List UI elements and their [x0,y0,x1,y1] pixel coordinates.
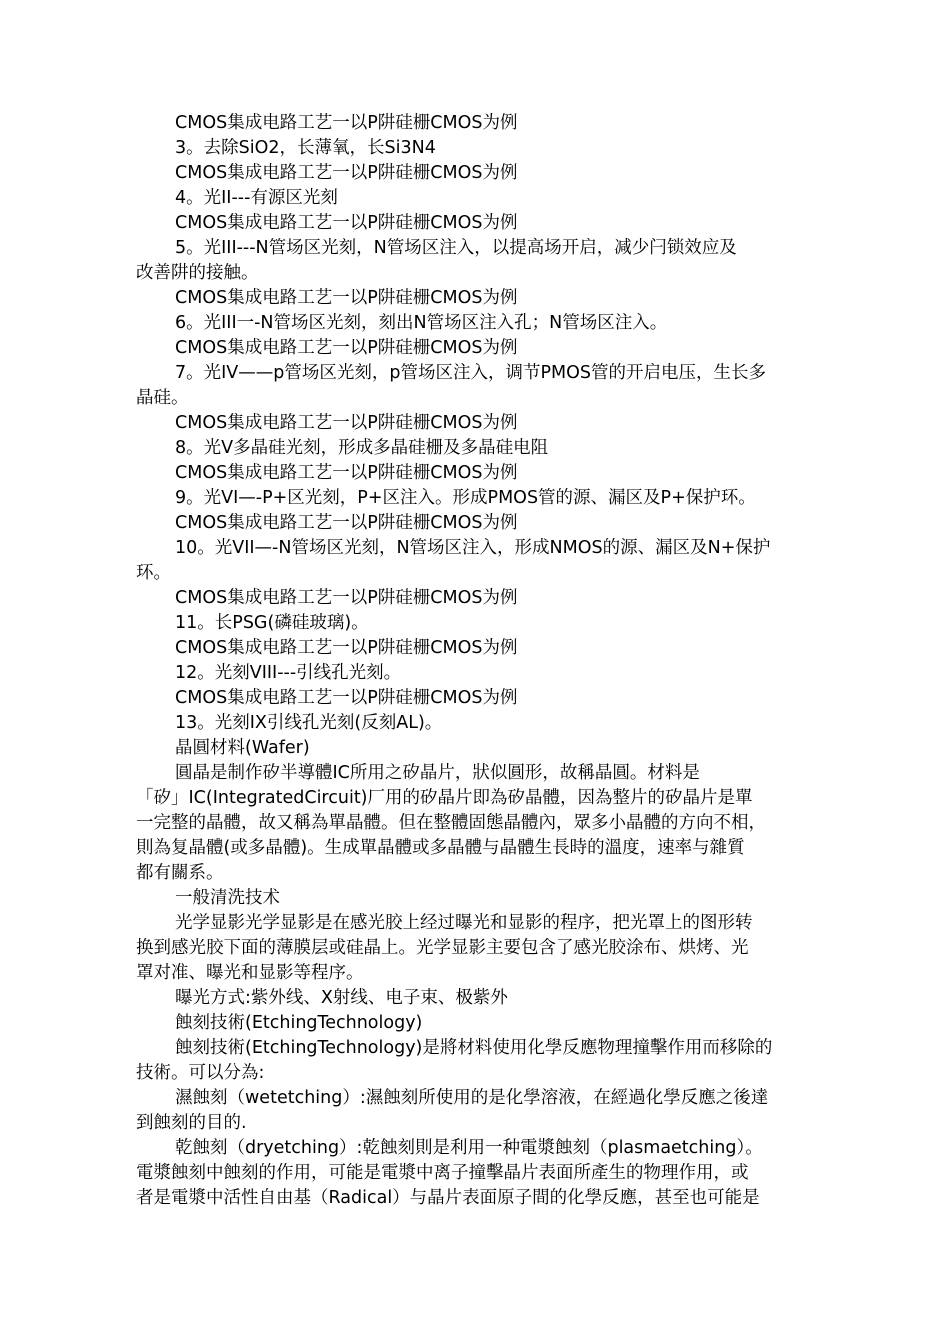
text-line: 10。光VII—-N管场区光刻，N管场区注入，形成NMOS的源、漏区及N+保护 [175,538,771,558]
text-line: CMOS集成电路工艺一以P阱硅栅CMOS为例 [175,413,518,433]
text-line: CMOS集成电路工艺一以P阱硅栅CMOS为例 [175,638,518,658]
text-line: 技術。可以分為: [136,1063,265,1083]
text-line: 乾蝕刻（dryetching）:乾蝕刻則是利用一种電漿蝕刻（plasmaetching）。 [175,1138,763,1158]
text-line: 换到感光胶下面的薄膜层或硅晶上。光学显影主要包含了感光胶涂布、烘烤、光 [136,938,749,958]
text-line: CMOS集成电路工艺一以P阱硅栅CMOS为例 [175,513,518,533]
text-line: 蝕刻技術(EtchingTechnology)是將材料使用化學反應物理撞擊作用而移除的 [175,1038,773,1058]
text-line: 3。去除SiO2，长薄氧，长Si3N4 [175,138,436,158]
text-line: CMOS集成电路工艺一以P阱硅栅CMOS为例 [175,338,518,358]
text-line: 改善阱的接触。 [136,263,259,283]
text-line: 曝光方式:紫外线、X射线、电子束、极紫外 [175,988,508,1008]
text-line: 4。光II---有源区光刻 [175,188,338,208]
text-line: 环。 [136,563,171,583]
text-line: CMOS集成电路工艺一以P阱硅栅CMOS为例 [175,288,518,308]
text-line: 11。长PSG(磷硅玻璃)。 [175,613,369,633]
text-line: 圓晶是制作矽半導體IC所用之矽晶片，狀似圓形，故稱晶圓。材料是 [175,763,700,783]
text-line: 晶硅。 [136,388,189,408]
text-line: 光学显影光学显影是在感光胶上经过曝光和显影的程序，把光罩上的图形转 [175,913,753,933]
document-page [136,111,836,1211]
text-line: 一完整的晶體，故又稱為單晶體。但在整體固態晶體內，眾多小晶體的方向不相， [136,813,766,833]
text-line: 則為复晶體(或多晶體)。生成單晶體或多晶體与晶體生長時的溫度，速率与雜質 [136,838,745,858]
text-line: 都有關系。 [136,863,224,883]
text-line: 到蝕刻的目的. [136,1113,247,1133]
text-line: CMOS集成电路工艺一以P阱硅栅CMOS为例 [175,213,518,233]
text-line: 晶圓材料(Wafer) [175,738,310,758]
text-line: CMOS集成电路工艺一以P阱硅栅CMOS为例 [175,588,518,608]
text-line: 蝕刻技術(EtchingTechnology) [175,1013,423,1033]
text-line: 6。光III一-N管场区光刻，刻出N管场区注入孔；N管场区注入。 [175,313,668,333]
text-line: 電漿蝕刻中蝕刻的作用，可能是電漿中离子撞擊晶片表面所產生的物理作用，或 [136,1163,749,1183]
text-line: CMOS集成电路工艺一以P阱硅栅CMOS为例 [175,163,518,183]
text-line: 一般清洗技术 [175,888,280,908]
text-line: 13。光刻IX引线孔光刻(反刻AL)。 [175,713,443,733]
text-line: CMOS集成电路工艺一以P阱硅栅CMOS为例 [175,113,518,133]
text-line: 罩对准、曝光和显影等程序。 [136,963,364,983]
text-line: 「矽」IC(IntegratedCircuit)厂用的矽晶片即為矽晶體，因為整片的矽晶片是單 [136,788,753,808]
text-line: 者是電漿中活性自由基（Radical）与晶片表面原子間的化學反應，甚至也可能是 [136,1188,760,1208]
text-line: 8。光V多晶硅光刻，形成多晶硅栅及多晶硅电阻 [175,438,549,458]
text-line: CMOS集成电路工艺一以P阱硅栅CMOS为例 [175,463,518,483]
text-line: 9。光VI—-P+区光刻，P+区注入。形成PMOS管的源、漏区及P+保护环。 [175,488,756,508]
text-line: 濕蝕刻（wetetching）:濕蝕刻所使用的是化學溶液，在經過化學反應之後達 [175,1088,769,1108]
text-line: 12。光刻VIII---引线孔光刻。 [175,663,402,683]
text-line: 5。光III---N管场区光刻，N管场区注入，以提高场开启，减少闩锁效应及 [175,238,737,258]
text-line: CMOS集成电路工艺一以P阱硅栅CMOS为例 [175,688,518,708]
text-line: 7。光IV——p管场区光刻，p管场区注入，调节PMOS管的开启电压，生长多 [175,363,767,383]
